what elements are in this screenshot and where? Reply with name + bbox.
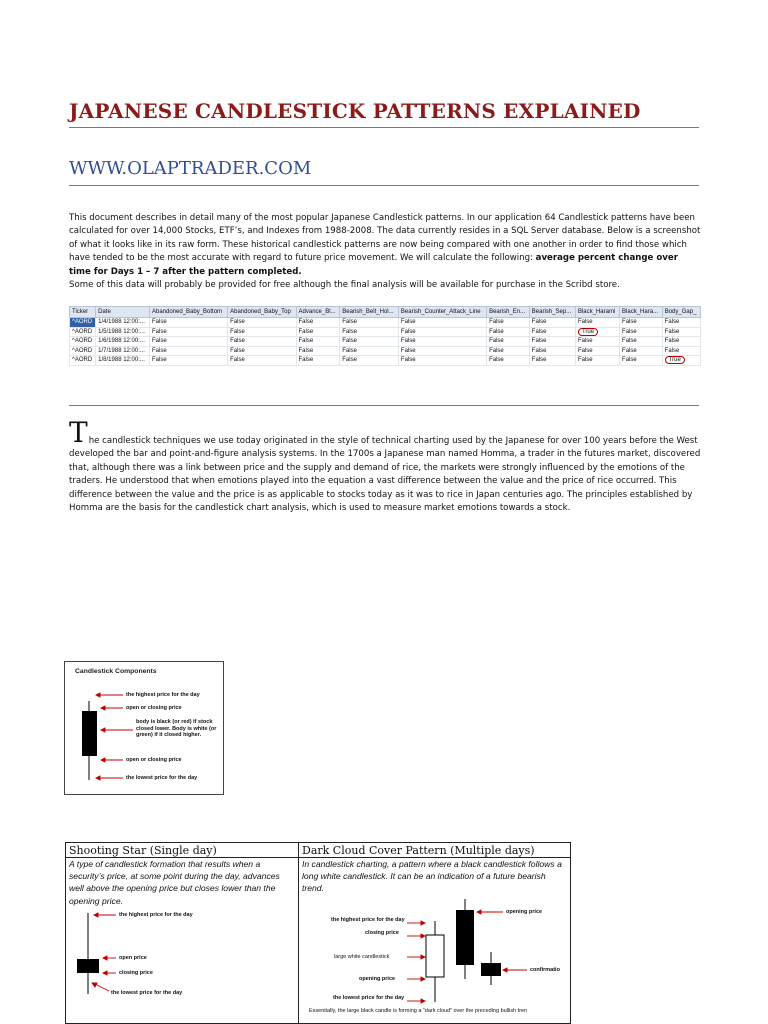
grid-cell: False: [487, 327, 530, 337]
label-open-close-bottom: open or closing price: [126, 757, 182, 763]
grid-cell: ^AORD: [70, 346, 96, 356]
dark-cloud-caption: Essentially, the large black candle is forming a “dark cloud” over the preceding bullish tren: [309, 1008, 528, 1014]
intro-text: This document describes in detail many of the most popular Japanese Candlestick patterns. In our application 64 Candlestick patterns have been calculated for over 14,000 Stocks, ETF’s, and Indexes from 1988-2008. The data currently resides in a SQL Server database. Below is a screenshot of what it looks like in its raw form. These historical candlestick patterns are now being compared with one another in order to find those which have tended to be the most accurate with regard to future price movement. We will calculate the following:: [69, 213, 701, 264]
shooting-star-description: A type of candlestick formation that results when a security’s price, at some point during the day, advances well above the opening price but closes lower than the opening price.: [69, 859, 280, 906]
grid-cell: False: [662, 337, 700, 347]
grid-cell: False: [662, 327, 700, 337]
grid-cell: False: [296, 346, 340, 356]
grid-cell: False: [529, 337, 575, 347]
grid-cell: False: [150, 337, 228, 347]
grid-cell: False: [228, 356, 296, 366]
grid-header-row: [70, 307, 701, 318]
grid-cell: 1/7/1988 12:00:...: [96, 346, 150, 356]
dark-cloud-label-confirmation: confirmatio: [530, 967, 560, 973]
grid-cell: False: [398, 356, 486, 366]
grid-cell: 1/6/1988 12:00:...: [96, 337, 150, 347]
dark-cloud-label-low: the lowest price for the day: [333, 995, 405, 1001]
grid-cell: False: [398, 318, 486, 328]
candlestick-components-diagram: [64, 661, 224, 795]
grid-header-cell[interactable]: Advance_Bl...: [296, 307, 340, 318]
grid-cell: False: [398, 327, 486, 337]
grid-header-cell[interactable]: Bearish_Counter_Attack_Line: [398, 307, 486, 318]
grid-cell: False: [296, 327, 340, 337]
document-title: JAPANESE CANDLESTICK PATTERNS EXPLAINED: [69, 99, 641, 123]
grid-cell: False: [340, 356, 399, 366]
grid-cell: False: [662, 318, 700, 328]
grid-cell: ^AORD: [70, 337, 96, 347]
grid-row[interactable]: [70, 337, 701, 347]
grid-cell: False: [620, 346, 663, 356]
grid-cell: False: [575, 318, 619, 328]
grid-cell: [662, 356, 700, 366]
grid-cell: False: [150, 356, 228, 366]
grid-cell: 1/4/1988 12:00:...: [96, 318, 150, 328]
dark-cloud-description: In candlestick charting, a pattern where a black candlestick follows a long white candlestick. It can be an indication of a future bearish trend.: [302, 859, 562, 894]
grid-cell: False: [398, 337, 486, 347]
grid-cell: False: [620, 356, 663, 366]
grid-divider: [69, 405, 699, 406]
shooting-star-label-open: open price: [119, 955, 147, 961]
dark-cloud-label-high: the highest price for the day: [331, 917, 405, 923]
grid-cell: False: [228, 318, 296, 328]
grid-body: [70, 318, 701, 366]
grid-cell: False: [340, 318, 399, 328]
grid-cell: False: [620, 327, 663, 337]
grid-header-cell[interactable]: Black_Hara...: [620, 307, 663, 318]
grid-cell: False: [487, 318, 530, 328]
grid-header-cell[interactable]: Abandoned_Baby_Bottom: [150, 307, 228, 318]
shooting-star-heading: Shooting Star (Single day): [69, 844, 217, 857]
grid-cell: 1/8/1988 12:00:...: [96, 356, 150, 366]
shooting-star-label-high: the highest price for the day: [119, 912, 193, 918]
grid-cell: False: [575, 337, 619, 347]
dark-cloud-label-opening-right: opening price: [506, 909, 543, 915]
grid-cell: False: [529, 318, 575, 328]
grid-cell: False: [296, 318, 340, 328]
website-divider: [69, 185, 699, 186]
dark-cloud-label-opening: opening price: [359, 976, 396, 982]
grid-true-highlight: True: [665, 356, 685, 364]
candlestick-data-grid: [69, 306, 701, 366]
grid-cell: False: [398, 346, 486, 356]
grid-cell: False: [228, 337, 296, 347]
patterns-table: [65, 842, 571, 1024]
grid-cell: False: [575, 356, 619, 366]
grid-cell: False: [296, 337, 340, 347]
grid-cell: False: [340, 337, 399, 347]
history-text: developed the bar and point-and-figure analysis systems. In the 1700s a Japanese man named Homma, a trader in the futures market, discovered that, although there was a link between price and the supply and demand of rice, the markets were strongly influenced by the emotions of the traders. He understood that when emotions played into the equation a vast difference between the value and the price of rice occurred. This difference between the value and the price is as applicable to stocks today as it was to rice in Japan centuries ago. The principles established by Homma are the basis for the candlestick chart analysis, which is used to measure market emotions towards a stock.: [69, 449, 701, 514]
grid-cell: [575, 327, 619, 337]
grid-cell: False: [529, 356, 575, 366]
components-title: Candlestick Components: [75, 668, 157, 675]
label-lowest: the lowest price for the day: [126, 775, 198, 781]
grid-cell: False: [150, 318, 228, 328]
grid-cell: False: [228, 327, 296, 337]
grid-cell: False: [529, 327, 575, 337]
dark-cloud-label-large-white: large white candlestick: [334, 954, 390, 960]
grid-cell: ^AORD: [70, 327, 96, 337]
label-open-close-top: open or closing price: [126, 705, 182, 711]
grid-header-cell[interactable]: Date: [96, 307, 150, 318]
title-divider: [69, 127, 699, 128]
intro-bold: average percent change over time for Days 1 – 7 after the pattern completed: [69, 253, 678, 277]
label-highest: the highest price for the day: [126, 692, 200, 698]
grid-cell: False: [340, 346, 399, 356]
intro-line2: Some of this data will probably be provided for free although the final analysis will be available for purchase in the Scribd store.: [69, 280, 620, 291]
dark-cloud-cell: [299, 843, 570, 1023]
grid-cell: 1/5/1988 12:00:...: [96, 327, 150, 337]
grid-cell: False: [487, 346, 530, 356]
grid-cell: False: [340, 327, 399, 337]
label-body: body is black (or red) if stock closed lower. Body is white (or green) if it closed higher.: [136, 719, 217, 739]
grid-cell: False: [150, 346, 228, 356]
grid-header-cell[interactable]: Ticker: [70, 307, 96, 318]
grid-cell: False: [487, 337, 530, 347]
grid-row[interactable]: [70, 356, 701, 366]
intro-paragraph: [69, 212, 701, 292]
grid-cell: False: [620, 337, 663, 347]
drop-cap: T: [69, 416, 88, 449]
grid-cell: False: [296, 356, 340, 366]
grid-row[interactable]: [70, 327, 701, 337]
shooting-star-label-low: the lowest price for the day: [111, 990, 183, 996]
grid-cell: False: [150, 327, 228, 337]
grid-cell: False: [620, 318, 663, 328]
grid-cell: False: [662, 346, 700, 356]
grid-header-cell[interactable]: Abandoned_Baby_Top: [228, 307, 296, 318]
confirm-candle-body: [481, 963, 501, 976]
history-paragraph: [69, 416, 701, 515]
grid-true-highlight: True: [578, 328, 598, 336]
grid-header-cell[interactable]: Bearish_En...: [487, 307, 530, 318]
shooting-star-label-close: closing price: [119, 970, 153, 976]
grid-header-cell[interactable]: Black_Harami: [575, 307, 619, 318]
grid-cell: False: [487, 356, 530, 366]
website-heading: WWW.OLAPTRADER.COM: [69, 158, 312, 179]
shooting-star-body: [77, 959, 99, 973]
grid-row[interactable]: [70, 318, 701, 328]
dark-cloud-heading: Dark Cloud Cover Pattern (Multiple days): [302, 844, 535, 857]
grid-cell: ^AORD: [70, 356, 96, 366]
grid-header-cell[interactable]: Bearish_Belt_Hol...: [340, 307, 399, 318]
grid-header-cell[interactable]: Bearish_Sep...: [529, 307, 575, 318]
history-first-line: he candlestick techniques we use today originated in the style of technical charting used by the Japanese for over 100 years before the West: [88, 436, 698, 446]
white-candle-body: [426, 935, 444, 977]
dark-cloud-label-closing: closing price: [365, 930, 399, 936]
grid-header-cell[interactable]: Body_Gap_: [662, 307, 700, 318]
components-body: [82, 711, 97, 756]
intro-period: .: [298, 266, 302, 277]
grid-cell: False: [529, 346, 575, 356]
grid-cell: False: [228, 346, 296, 356]
black-candle-body: [456, 910, 474, 965]
shooting-star-cell: [66, 843, 298, 1023]
grid-row[interactable]: [70, 346, 701, 356]
grid-cell: ^AORD: [70, 318, 96, 328]
grid-cell: False: [575, 346, 619, 356]
